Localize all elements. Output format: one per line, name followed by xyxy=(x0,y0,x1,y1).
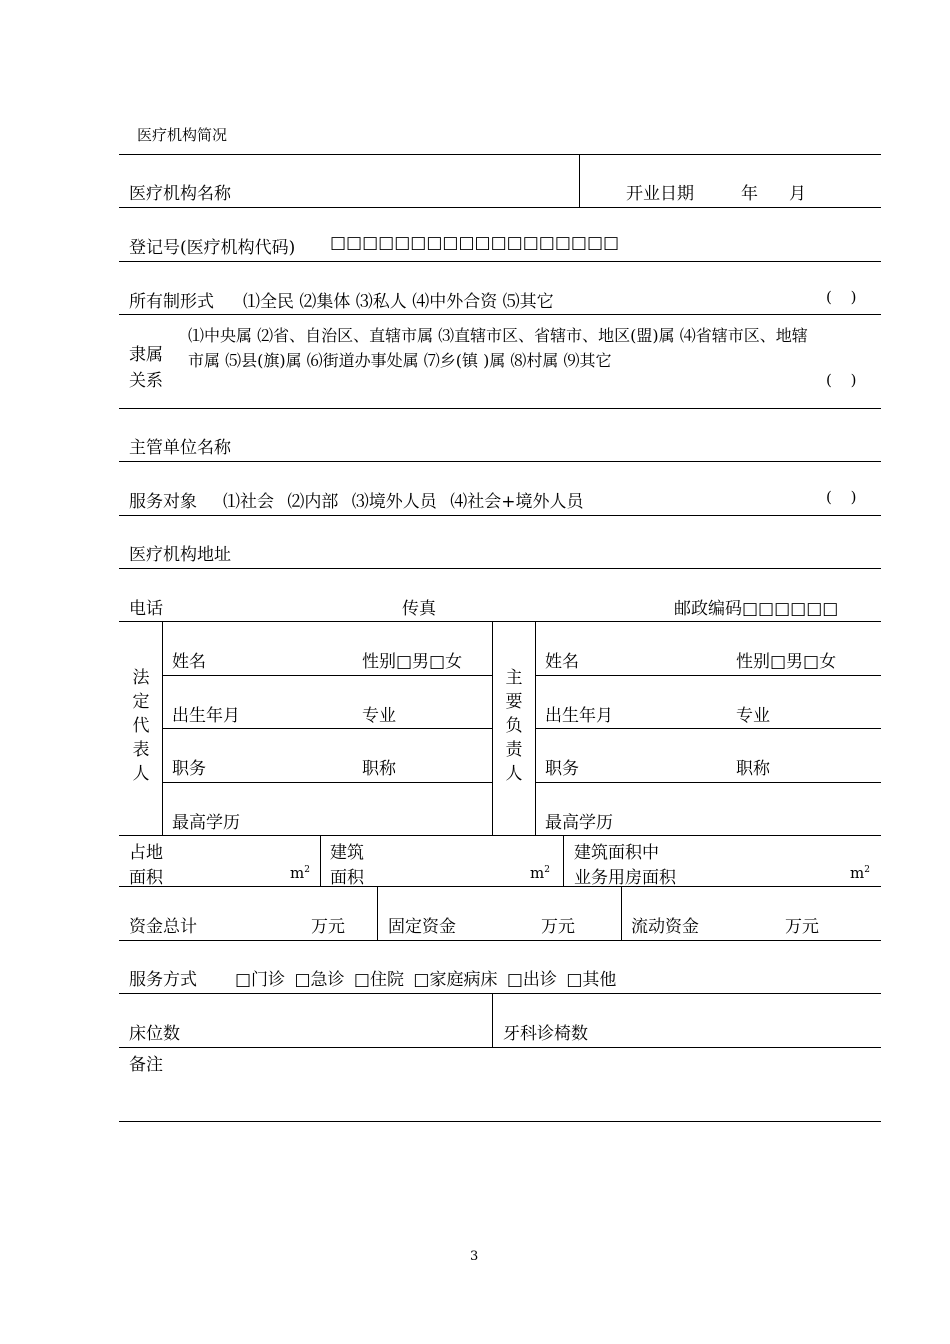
col-divider xyxy=(320,835,321,886)
row-divider xyxy=(535,782,881,783)
affiliation-bracket[interactable]: ( ) xyxy=(826,371,857,389)
col-divider xyxy=(621,886,622,940)
col-divider xyxy=(492,621,493,835)
ownership-bracket[interactable]: ( ) xyxy=(826,288,857,306)
legal-rep-major-label: 专业 xyxy=(362,706,396,726)
principal-title-label: 职称 xyxy=(736,759,770,779)
service-mode-label: 服务方式 xyxy=(129,970,197,990)
page-number: 3 xyxy=(470,1249,479,1264)
table-top-border xyxy=(119,154,881,155)
building-area-label-2: 面积 xyxy=(330,868,364,888)
col-divider xyxy=(535,621,536,835)
beds-label: 床位数 xyxy=(129,1024,180,1044)
col-divider xyxy=(579,154,580,207)
building-area-unit: $m^2$ xyxy=(530,864,550,882)
principal-birth-label: 出生年月 xyxy=(545,706,613,726)
address-label: 医疗机构地址 xyxy=(129,545,231,565)
row-divider xyxy=(162,728,492,729)
legal-rep-label: 法定代表人 xyxy=(132,668,150,784)
col-divider xyxy=(377,886,378,940)
service-target-label: 服务对象 xyxy=(129,492,197,512)
service-target-options: ⑴社会 ⑵内部 ⑶境外人员 ⑷社会+境外人员 xyxy=(223,492,584,512)
row-divider xyxy=(162,782,492,783)
row-divider xyxy=(535,675,881,676)
principal-name-label: 姓名 xyxy=(545,652,579,672)
postcode-label: 邮政编码□□□□□□ xyxy=(674,599,839,619)
row-divider xyxy=(119,621,881,622)
building-area-label-1: 建筑 xyxy=(330,843,364,863)
total-funds-unit: 万元 xyxy=(311,917,345,937)
service-target-bracket[interactable]: ( ) xyxy=(826,488,857,506)
row-divider xyxy=(162,675,492,676)
business-area-label-2: 业务用房面积 xyxy=(574,868,676,888)
row-divider xyxy=(119,993,881,994)
land-area-label-2: 面积 xyxy=(129,868,163,888)
row-divider xyxy=(119,408,881,409)
fixed-funds-label: 固定资金 xyxy=(388,917,456,937)
row-divider xyxy=(119,835,881,836)
principal-major-label: 专业 xyxy=(736,706,770,726)
affiliation-options: ⑴中央属 ⑵省、自治区、直辖市属 ⑶直辖市区、省辖市、地区(盟)属 ⑷省辖市区、地辖市属 ⑸县(旗)属 ⑹街道办事处属 ⑺乡(镇 )属 ⑻村属 ⑼其它 xyxy=(188,326,808,370)
col-divider xyxy=(563,835,564,886)
legal-rep-education-label: 最高学历 xyxy=(172,813,240,833)
principal-position-label: 职务 xyxy=(545,759,579,779)
affiliation-label-1: 隶属 xyxy=(129,345,163,365)
col-divider xyxy=(162,621,163,835)
row-divider xyxy=(119,886,881,887)
ownership-label: 所有制形式 xyxy=(129,292,214,312)
section-title: 医疗机构简况 xyxy=(137,126,228,144)
principal-education-label: 最高学历 xyxy=(545,813,613,833)
service-mode-options[interactable]: □门诊 □急诊 □住院 □家庭病床 □出诊 □其他 xyxy=(235,970,617,990)
registration-boxes[interactable]: □□□□□□□□□□□□□□□□□□ xyxy=(330,233,620,253)
row-divider xyxy=(119,940,881,941)
row-divider xyxy=(119,261,881,262)
row-divider xyxy=(119,515,881,516)
col-divider xyxy=(492,993,493,1047)
row-divider xyxy=(119,461,881,462)
remarks-label: 备注 xyxy=(129,1055,163,1075)
open-date-label: 开业日期 xyxy=(626,184,694,204)
supervisor-label: 主管单位名称 xyxy=(129,438,231,458)
land-area-label-1: 占地 xyxy=(129,843,163,863)
principal-gender-label: 性别□男□女 xyxy=(736,652,837,672)
business-area-unit: $m^2$ xyxy=(850,864,870,882)
legal-rep-birth-label: 出生年月 xyxy=(172,706,240,726)
row-divider xyxy=(535,728,881,729)
legal-rep-position-label: 职务 xyxy=(172,759,206,779)
open-date-month: 月 xyxy=(789,184,806,204)
business-area-label-1: 建筑面积中 xyxy=(574,843,659,863)
open-date-year: 年 xyxy=(741,184,758,204)
legal-rep-name-label: 姓名 xyxy=(172,652,206,672)
table-bottom-border xyxy=(119,1121,881,1122)
current-funds-label: 流动资金 xyxy=(631,917,699,937)
legal-rep-gender-label: 性别□男□女 xyxy=(362,652,463,672)
legal-rep-title-label: 职称 xyxy=(362,759,396,779)
current-funds-unit: 万元 xyxy=(785,917,819,937)
dental-chairs-label: 牙科诊椅数 xyxy=(503,1024,588,1044)
ownership-options: ⑴全民 ⑵集体 ⑶私人 ⑷中外合资 ⑸其它 xyxy=(243,292,554,312)
fixed-funds-unit: 万元 xyxy=(541,917,575,937)
row-divider xyxy=(119,314,881,315)
registration-label: 登记号(医疗机构代码) xyxy=(129,238,296,258)
name-label: 医疗机构名称 xyxy=(129,184,231,204)
affiliation-label-2: 关系 xyxy=(129,371,163,391)
row-divider xyxy=(119,1047,881,1048)
land-area-unit: $m^2$ xyxy=(290,864,310,882)
row-divider xyxy=(119,207,881,208)
row-divider xyxy=(119,568,881,569)
total-funds-label: 资金总计 xyxy=(129,917,197,937)
principal-label: 主要负责人 xyxy=(505,668,523,784)
fax-label: 传真 xyxy=(402,599,436,619)
phone-label: 电话 xyxy=(129,599,163,619)
